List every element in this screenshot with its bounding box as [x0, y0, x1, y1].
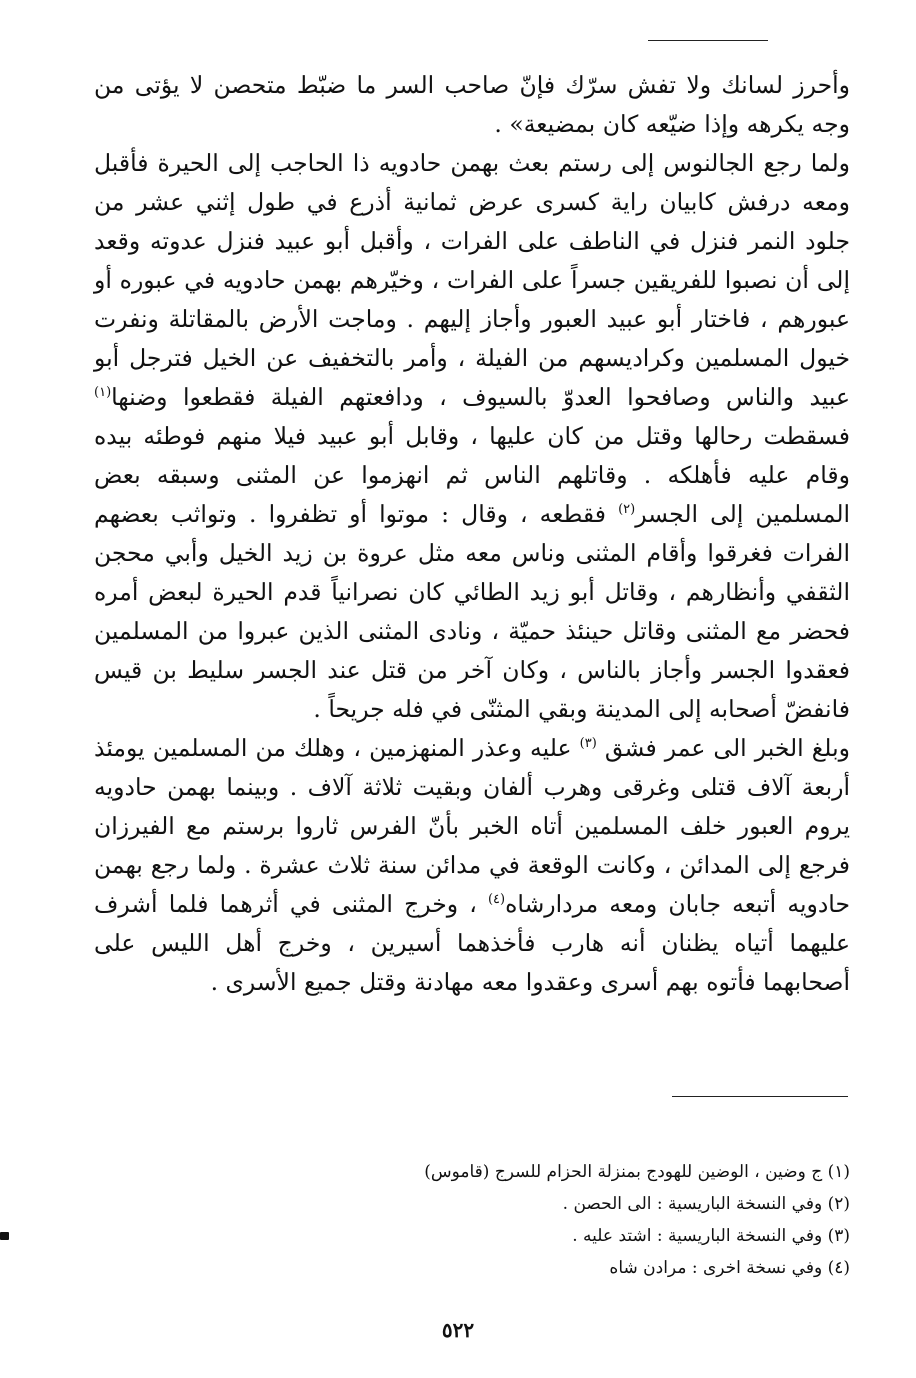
footnote-3: (٣) وفي النسخة الباريسية : اشتد عليه .: [572, 1226, 850, 1246]
paragraph-2-text-a: ولما رجع الجالنوس إلى رستم بعث بهمن حادويه ذا الحاجب إلى الحيرة فأقبل ومعه درفش كابيان راية كسرى عرض ثمانية أذرع في طول إثني عشر من جلود النمر فنزل في الناطف على الفرات ، وأقبل أبو عبيد فنزل عدوته وقعد إلى أن نصبوا للفريقين جسراً على الفرات ، وخيّرهم بهمن حادويه في عبوره أو عبورهم ، فاختار أبو عبيد العبور وأجاز إليهم . وماجت الأرض بالمقاتلة ونفرت خيول المسلمين وكراديسهم من الفيلة ، وأمر بالتخفيف عن الخيل فترجل أبو عبيد والناس وصافحوا العدوّ بالسيوف ، ودافعتهم الفيلة فقطعوا وضنها: [94, 149, 850, 411]
footnote-2: (٢) وفي النسخة الباريسية : الى الحصن .: [562, 1194, 850, 1214]
paragraph-1: وأحرز لسانك ولا تفش سرّك فإنّ صاحب السر ما ضبّط متحصن لا يؤتى من وجه يكرهه وإذا ضيّعه كان بمضيعة» .: [94, 71, 850, 138]
footnote-mark-4: (٤): [487, 892, 506, 908]
paragraph-3-text-b: عليه وعذر المنهزمين ، وهلك من المسلمين يومئذ أربعة آلاف قتلى وغرقى وهرب ألفان وبقيت ثلاثة آلاف . وبينما بهمن حادويه يروم العبور خلف المسلمين أتاه الخبر بأنّ الفرس ثاروا برستم مع الفيرزان فرجع إلى المدائن ، وكانت الوقعة في مدائن سنة ثلاث عشرة . ولما رجع بهمن حادويه أتبعه جابان ومعه مردارشاه: [94, 734, 850, 918]
page-number: ٥٢٢: [441, 1318, 475, 1342]
scan-artifact: [0, 1232, 9, 1240]
paragraph-3-text-a: وبلغ الخبر الى عمر فشق: [604, 734, 850, 762]
footnotes-block: [300, 1156, 850, 1284]
footnote-1: (١) ج وضين ، الوضين للهودج بمنزلة الحزام للسرج (قاموس): [424, 1162, 850, 1182]
paragraph-3-text-c: ، وخرج المثنى في أثرهما فلما أشرف عليهما أتياه يظنان أنه هارب فأخذهما أسيرين ، وخرج أهل الليس على أصحابهما فأتوه بهم أسرى وعقدوا معه مهادنة وقتل جميع الأسرى .: [94, 890, 850, 996]
footnote-mark-1: (١): [94, 385, 112, 401]
paragraph-3: [94, 729, 850, 1002]
paragraph-2: [94, 144, 850, 729]
paragraph-2-text-c: فقطعه ، وقال : موتوا أو تظفروا . وتواثب بعضهم الفرات فغرقوا وأقام المثنى وناس معه مثل عروة بن زيد الخيل وأبي محجن الثقفي وأنظارهم ، وقاتل أبو زيد الطائي كان نصرانياً قدم الحيرة لبعض أمره فحضر مع المثنى وقاتل حينئذ حميّة ، ونادى المثنى الذين عبروا من المسلمين فعقدوا الجسر وأجاز بالناس ، وكان آخر من قتل عند الجسر سليط بن قيس فانفضّ أصحابه إلى المدينة وبقي المثنّى في فله جريحاً .: [94, 500, 850, 723]
paragraph-2-text-b: فسقطت رحالها وقتل من كان عليها ، وقابل أبو عبيد فيلا منهم فوطئه بيده وقام عليه فأهلكه . وقاتلهم الناس ثم انهزموا عن المثنى وسبقه بعض المسلمين إلى الجسر: [94, 422, 851, 528]
footnote-separator: [672, 1096, 848, 1097]
footnote-4: (٤) وفي نسخة اخرى : مرادن شاه: [609, 1258, 850, 1278]
header-rule: [648, 40, 768, 41]
footnote-mark-3: (٣): [579, 736, 597, 752]
main-text-block: [94, 66, 850, 1002]
footnote-mark-2: (٢): [618, 502, 636, 518]
